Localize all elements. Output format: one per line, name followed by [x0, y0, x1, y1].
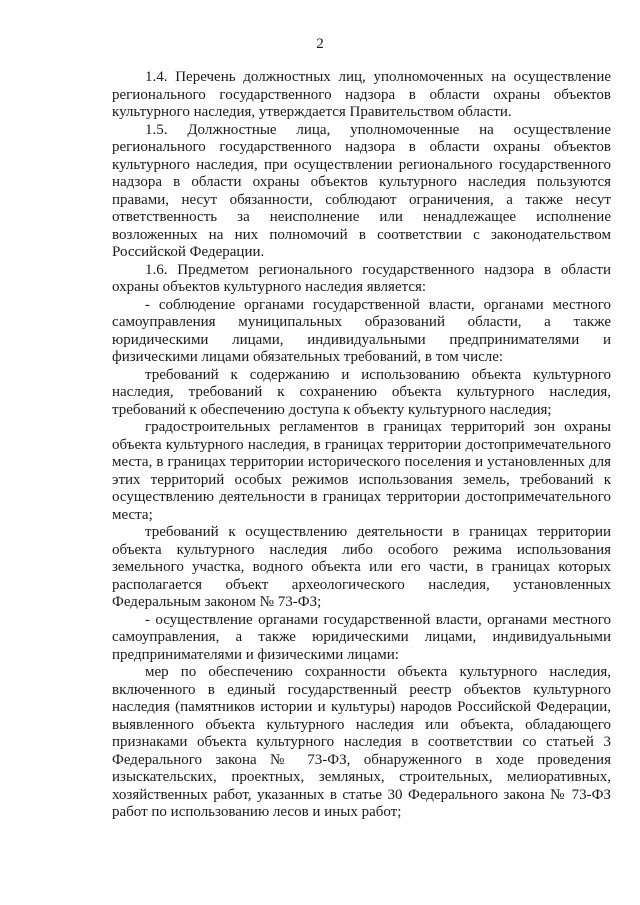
paragraph-1-5: 1.5. Должностные лица, уполномоченные на осуществление регионального государственного надзора в области охраны объектов культурного наследия, при осуществлении регионального государственного надзора в области охраны объектов культурного наследия пользуются правами, несут обязанности, соблюдают ограничения, а также несут ответственность за неисполнение или ненадлежащее исполнение возложенных на них полномочий в соответствии с законодательством Российской Федерации. — [112, 121, 611, 260]
paragraph-urban-planning-regulations: градостроительных регламентов в границах территорий зон охраны объекта культурного наследия, в границах территории достопримечательного места, в границах территории исторического поселения и установленных для этих территорий особых режимов использования земель, требований к осуществлению деятельности в границах территории достопримечательного места; — [112, 419, 611, 523]
paragraph-implementation-by-authorities: - осуществление органами государственной власти, органами местного самоуправления, а также юридическими лицами, индивидуальными предпринимателями и физическими лицами: — [112, 611, 611, 663]
paragraph-activity-requirements: требований к осуществлению деятельности в границах территории объекта культурного наследия либо особого режима использования земельного участка, водного объекта или его части, в границах которых располагается объект археологического наследия, установленных Федеральным законом № 73-ФЗ; — [112, 524, 611, 610]
paragraph-1-6: 1.6. Предметом регионального государственного надзора в области охраны объектов культурного наследия является: — [112, 261, 611, 295]
document-body — [112, 69, 611, 822]
paragraph-maintenance-requirements: требований к содержанию и использованию объекта культурного наследия, требований к сохранению объекта культурного наследия, требований к обеспечению доступа к объекту культурного наследия; — [112, 366, 611, 418]
paragraph-compliance-obligations: - соблюдение органами государственной власти, органами местного самоуправления муниципальных образований области, а также юридическими лицами, индивидуальными предпринимателями и физическими лицами обязательных требований, в том числе: — [112, 296, 611, 365]
page-number: 2 — [316, 36, 324, 52]
paragraph-1-4: 1.4. Перечень должностных лиц, уполномоченных на осуществление регионального государственного надзора в области охраны объектов культурного наследия, утверждается Правительством области. — [112, 69, 611, 120]
paragraph-preservation-measures: мер по обеспечению сохранности объекта культурного наследия, включенного в единый государственный реестр объектов культурного наследия (памятников истории и культуры) народов Российской Федерации, выявленного объекта культурного наследия или объекта, обладающего признаками объекта культурного наследия в соответствии со статьей 3 Федерального закона № 73-ФЗ, обнаруженного в ходе проведения изыскательских, проектных, земляных, строительных, мелиоративных, хозяйственных работ, указанных в статье 30 Федерального закона № 73-ФЗ работ по использованию лесов и иных работ; — [112, 664, 611, 820]
